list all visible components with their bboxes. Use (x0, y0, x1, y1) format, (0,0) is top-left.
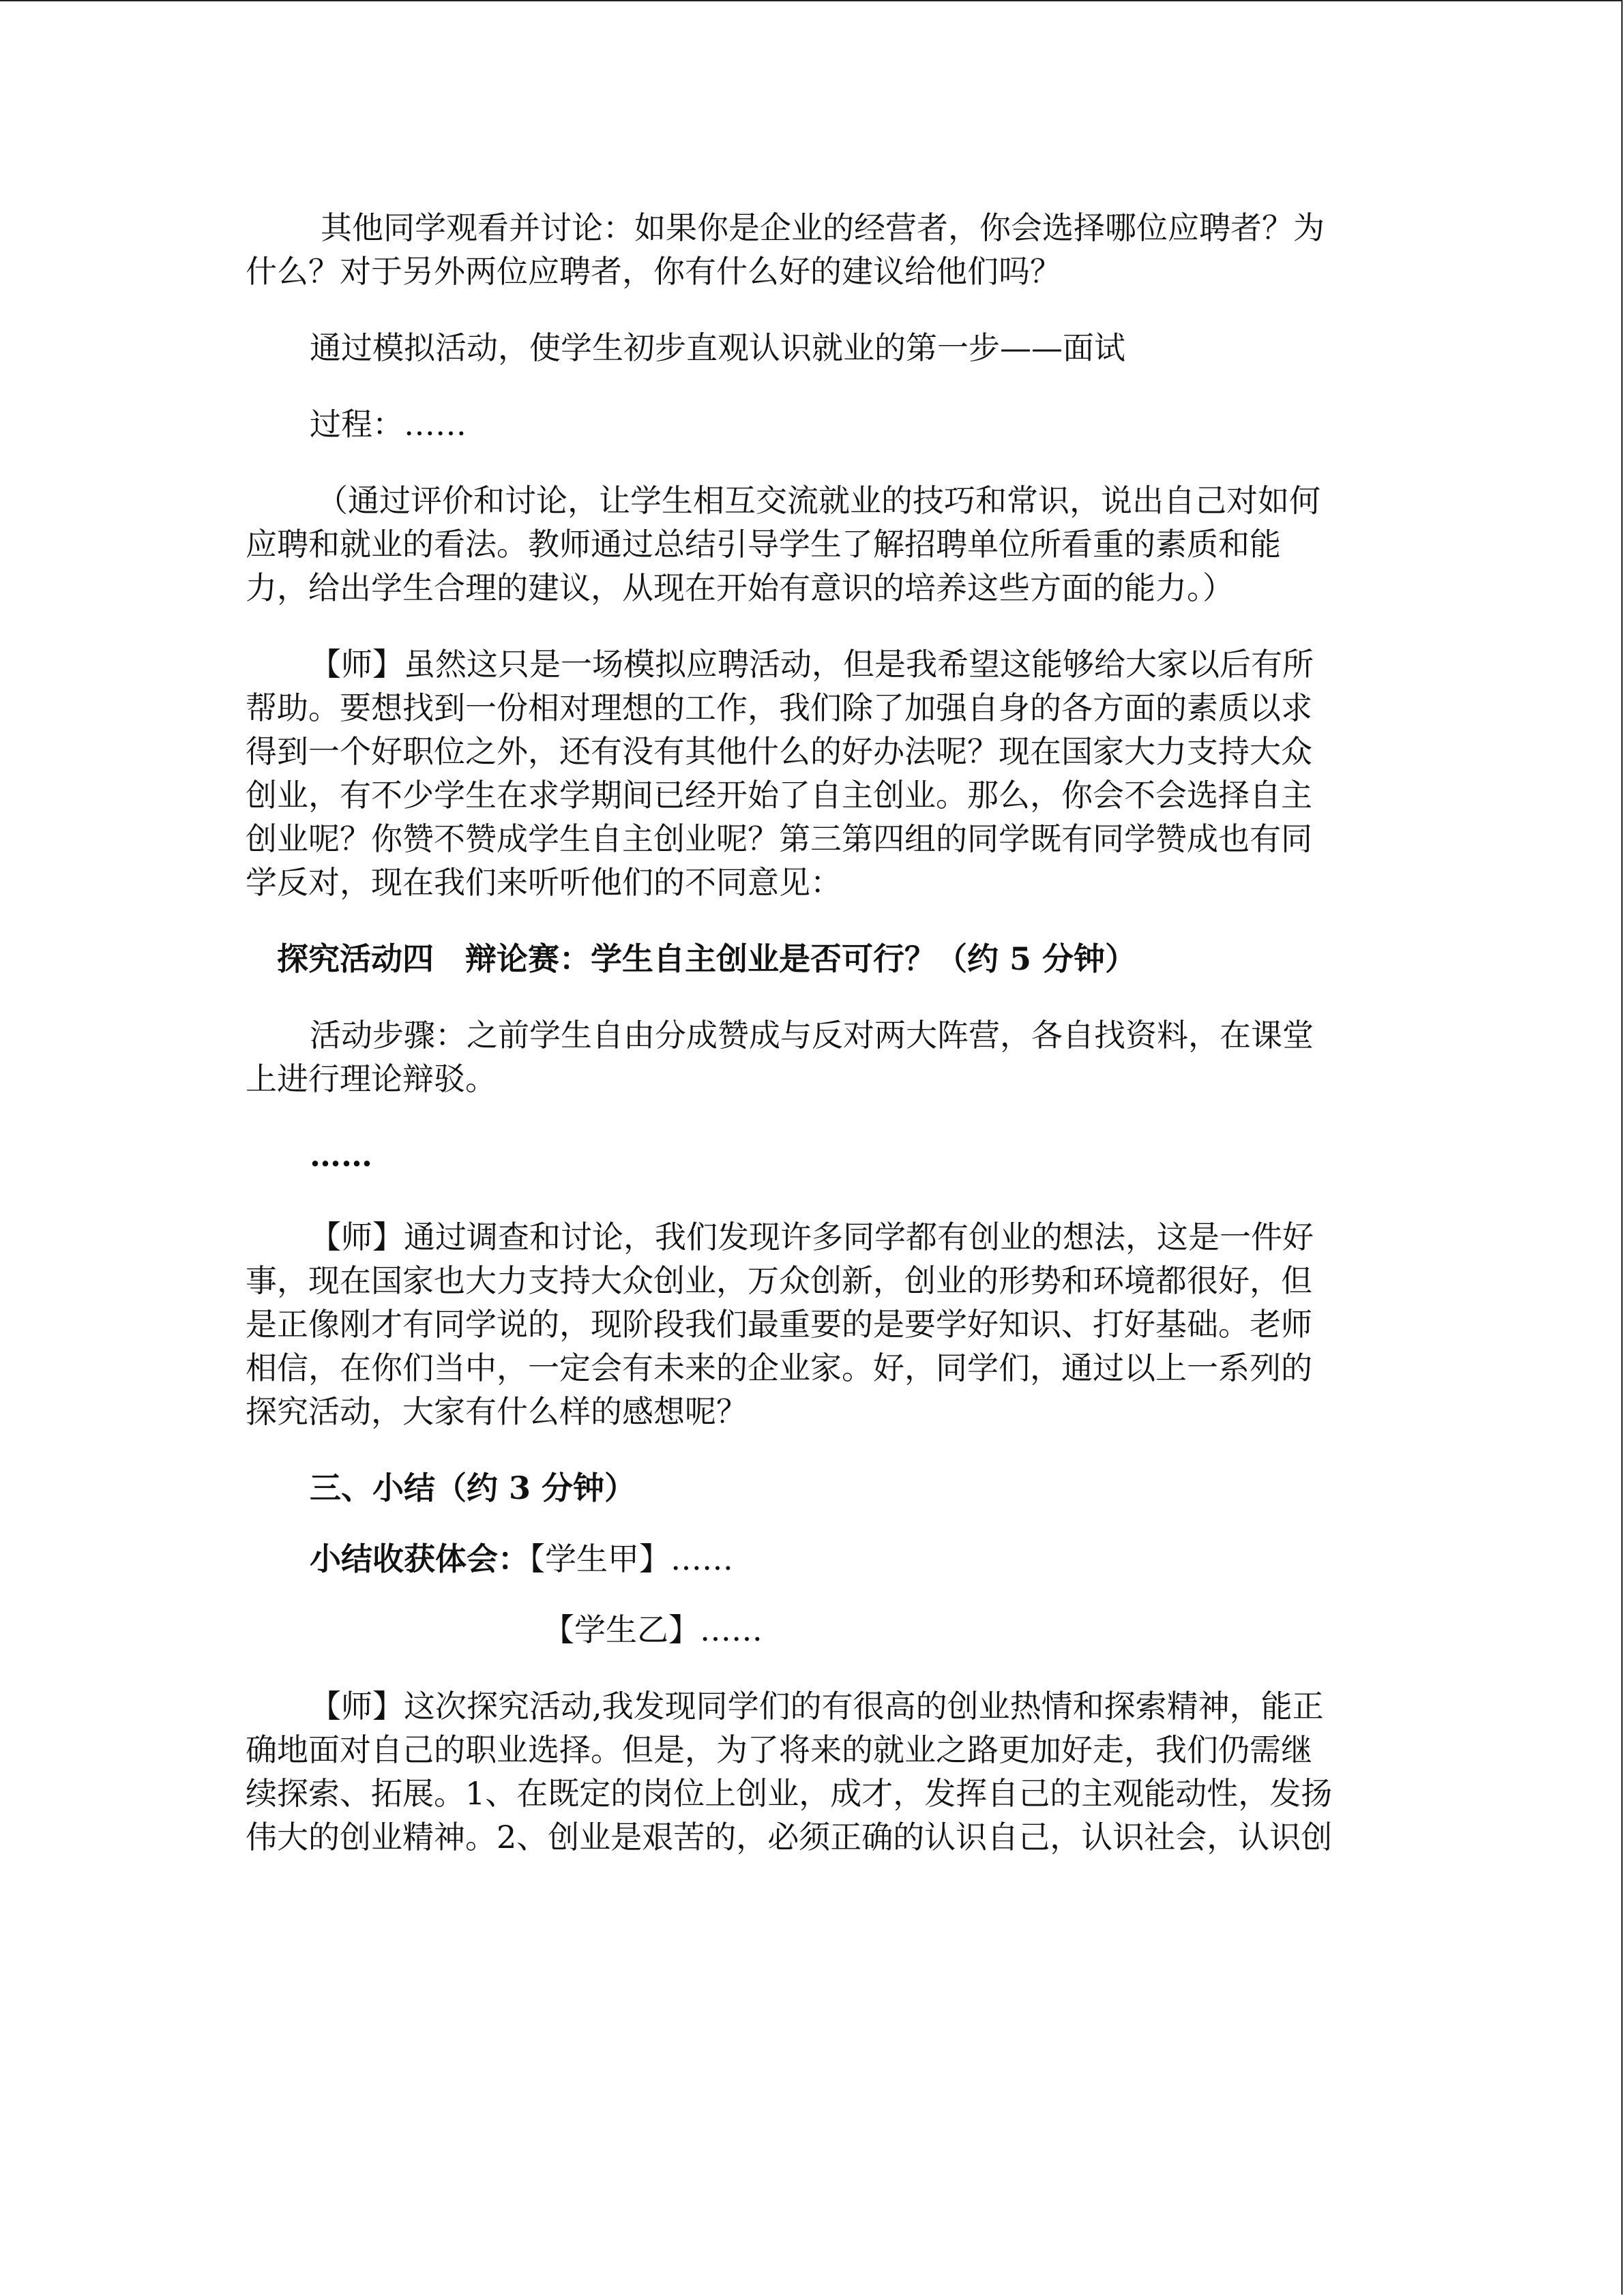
text-line: 伟大的创业精神。2、创业是艰苦的，必须正确的认识自己，认识社会，认识创 (246, 1819, 1333, 1855)
text-line: 得到一个好职位之外，还有没有其他什么的好办法呢？现在国家大力支持大众 (246, 733, 1312, 770)
summary-student-b (246, 1608, 1378, 1652)
paragraph-ellipsis (246, 1133, 1378, 1177)
section-heading: 三、小结（约 3 分钟） (310, 1470, 636, 1506)
text-line: 相信，在你们当中，一定会有未来的企业家。好，同学们，通过以上一系列的 (246, 1350, 1312, 1386)
text-line: 创业，有不少学生在求学期间已经开始了自主创业。那么，你会不会选择自主 (246, 777, 1312, 814)
text-line: 应聘和就业的看法。教师通过总结引导学生了解招聘单位所看重的素质和能 (246, 526, 1281, 563)
text-line: 是正像刚才有同学说的，现阶段我们最重要的是要学好知识、打好基础。老师 (246, 1306, 1312, 1343)
text-line: 确地面对自己的职业选择。但是，为了将来的就业之路更加好走，我们仍需继 (246, 1731, 1312, 1768)
text-line: 【师】虽然这只是一场模拟应聘活动，但是我希望这能够给大家以后有所 (310, 646, 1314, 683)
text-line: 什么？对于另外两位应聘者，你有什么好的建议给他们吗？ (246, 253, 1061, 290)
text-line: 事，现在国家也大力支持大众创业，万众创新，创业的形势和环境都很好，但 (246, 1262, 1312, 1299)
text-line: 学反对，现在我们来听听他们的不同意见： (246, 864, 842, 901)
summary-gains (246, 1537, 1378, 1581)
paragraph-discussion (246, 206, 1378, 293)
text-line: （通过评价和讨论，让学生相互交流就业的技巧和常识，说出自己对如何 (316, 482, 1320, 519)
text-line: 其他同学观看并讨论：如果你是企业的经营者，你会选择哪位应聘者？为 (321, 209, 1325, 246)
text-line: 续探索、拓展。1、在既定的岗位上创业，成才，发挥自己的主观能动性，发扬 (246, 1775, 1333, 1812)
text-line: …… (310, 1137, 372, 1174)
text-line: 【学生乙】…… (543, 1611, 763, 1648)
summary-label: 小结收获体会： (310, 1540, 529, 1577)
section-heading: 探究活动四 辩论赛：学生自主创业是否可行？（约 5 分钟） (277, 940, 1137, 977)
text-line: 力，给出学生合理的建议，从现在开始有意识的培养这些方面的能力。） (246, 569, 1234, 606)
paragraph-simulation (246, 326, 1378, 370)
heading-summary (246, 1466, 1378, 1510)
paragraph-activity-steps (246, 1013, 1378, 1101)
text-line: 探究活动，大家有什么样的感想呢？ (246, 1393, 748, 1430)
paragraph-evaluation-note (246, 479, 1378, 610)
paragraph-teacher-3 (246, 1684, 1378, 1859)
text-line: 【师】通过调查和讨论，我们发现许多同学都有创业的想法，这是一件好 (310, 1219, 1314, 1255)
text-line: 上进行理论辩驳。 (246, 1060, 497, 1097)
text-line: 过程：…… (310, 406, 467, 443)
student-a: 【学生甲】…… (529, 1540, 733, 1577)
text-line: 活动步骤：之前学生自由分成赞成与反对两大阵营，各自找资料，在课堂 (310, 1017, 1314, 1054)
text-line: 通过模拟活动，使学生初步直观认识就业的第一步——面试 (310, 329, 1125, 366)
text-line (246, 1537, 1378, 1581)
text-line: 【师】这次探究活动,我发现同学们的有很高的创业热情和探索精神，能正 (310, 1688, 1324, 1725)
paragraph-process (246, 402, 1378, 446)
document-body (246, 198, 1378, 1892)
paragraph-teacher-1 (246, 642, 1378, 904)
text-line: 创业呢？你赞不赞成学生自主创业呢？第三第四组的同学既有同学赞成也有同 (246, 820, 1312, 857)
heading-activity-four (246, 937, 1378, 981)
paragraph-teacher-2 (246, 1215, 1378, 1433)
text-line: 帮助。要想找到一份相对理想的工作，我们除了加强自身的各方面的素质以求 (246, 689, 1312, 726)
